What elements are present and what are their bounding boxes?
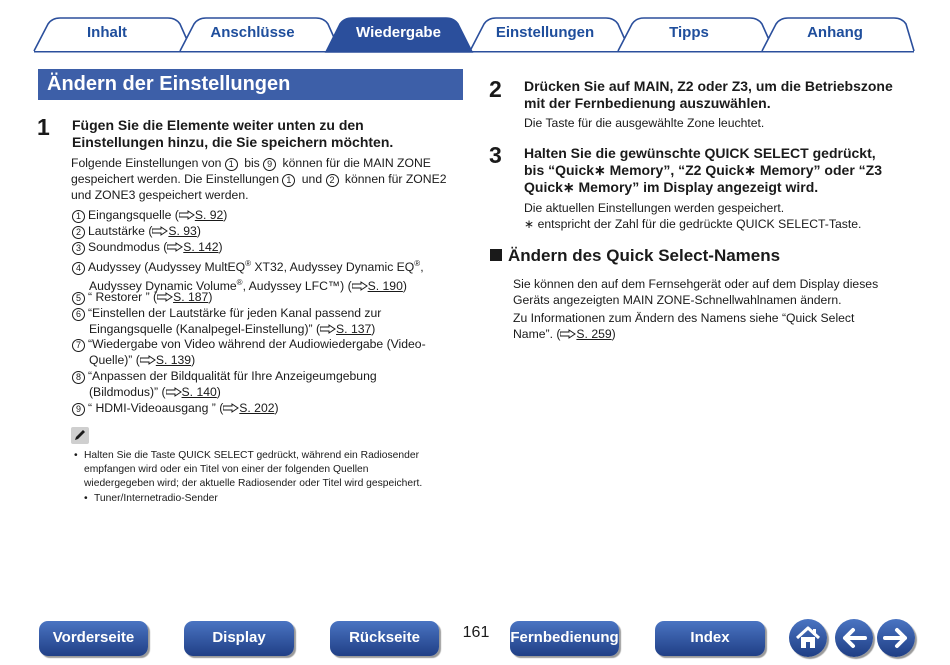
tab-wiedergabe[interactable]: Wiedergabe bbox=[356, 24, 441, 41]
top-tab-bar bbox=[0, 0, 950, 54]
list-item: 3 Soundmodus ( S. 142) bbox=[72, 239, 467, 255]
arrow-right-icon bbox=[877, 619, 915, 657]
list-item: 4 Audyssey (Audyssey MultEQ® XT32, Audyssey Dynamic EQ®, Audyssey Dynamic Volume®, Audyssey LFC™) ( S. 190) bbox=[72, 256, 467, 294]
step-1-title: Fügen Sie die Elemente weiter unten zu den Einstellungen hinzu, die Sie speichern möchten. bbox=[72, 117, 394, 150]
quick-select-description: Sie können den auf dem Fernsehgerät oder auf dem Display dieses Geräts angezeigten MAIN ZONE-Schnellwahlnamen ändern. bbox=[513, 277, 879, 307]
back-button[interactable] bbox=[835, 619, 873, 657]
section-heading: Ändern des Quick Select-Namens bbox=[490, 246, 780, 266]
page-link[interactable]: S. 259 bbox=[576, 327, 612, 341]
page-reference-icon bbox=[560, 329, 576, 339]
list-item: 9 “ HDMI-Videoausgang ” ( S. 202) bbox=[72, 400, 467, 416]
forward-button[interactable] bbox=[877, 619, 915, 657]
page-link[interactable]: S. 92 bbox=[194, 208, 224, 222]
index-button[interactable]: Index bbox=[655, 621, 765, 656]
step-2-number: 2 bbox=[489, 76, 502, 102]
page-link[interactable]: S. 139 bbox=[155, 353, 192, 367]
rueckseite-button[interactable]: Rückseite bbox=[330, 621, 439, 656]
home-icon bbox=[789, 619, 827, 657]
step-2-description: Die Taste für die ausgewählte Zone leuchtet. bbox=[524, 116, 765, 130]
step-3-description: Die aktuellen Einstellungen werden gespeichert. ∗ entspricht der Zahl für die gedrückte QUICK SELECT-Taste. bbox=[524, 201, 862, 231]
page-number: 161 bbox=[462, 624, 490, 641]
fernbedienung-button[interactable]: Fernbedienung bbox=[510, 621, 619, 656]
square-bullet-icon bbox=[490, 249, 502, 261]
tab-anhang[interactable]: Anhang bbox=[807, 24, 863, 41]
display-button[interactable]: Display bbox=[184, 621, 294, 656]
page-link[interactable]: S. 142 bbox=[183, 240, 219, 254]
step-3-title: Halten Sie die gewünschte QUICK SELECT gedrückt, bis “Quick∗ Memory”, “Z2 Quick∗ Memory” oder “Z3 Quick∗ Memory” im Display angezeigt wird. bbox=[524, 145, 882, 195]
page-title: Ändern der Einstellungen bbox=[38, 69, 463, 100]
list-item: 2 Lautstärke ( S. 93) bbox=[72, 223, 467, 239]
page-link[interactable]: S. 187 bbox=[173, 290, 209, 304]
list-item: 6 “Einstellen der Lautstärke für jeden Kanal passend zur Eingangsquelle (Kanalpegel-Einstellung)” ( S. 137) bbox=[72, 305, 467, 337]
step-1-description: Folgende Einstellungen von 1 bis 9 können für die MAIN ZONE gespeichert werden. Die Einstellungen 1 und 2 können für ZONE2 und ZONE3 gespeichert werden. bbox=[71, 156, 447, 202]
page-link[interactable]: S. 137 bbox=[336, 322, 372, 336]
list-item: 8 “Anpassen der Bildqualität für Ihre Anzeigeumgebung (Bildmodus)” ( S. 140) bbox=[72, 368, 467, 400]
page-reference-icon bbox=[167, 242, 183, 252]
page-reference-icon bbox=[166, 387, 182, 397]
page-reference-icon bbox=[320, 324, 336, 334]
list-item: 7 “Wiedergabe von Video während der Audiowiedergabe (Video- Quelle)” ( S. 139) bbox=[72, 336, 467, 368]
tab-anschluesse[interactable]: Anschlüsse bbox=[210, 24, 295, 41]
page-reference-icon bbox=[157, 292, 173, 302]
step-3-number: 3 bbox=[489, 142, 502, 168]
page-reference-icon bbox=[179, 210, 195, 220]
page-link[interactable]: S. 93 bbox=[168, 224, 197, 238]
note-text: Halten Sie die Taste QUICK SELECT gedrückt, während ein Radiosender empfangen wird oder ein Titel von einer der folgenden Quellen wiedergegeben wird; der aktuelle Radiosender oder Titel wird gespeichert. bbox=[84, 450, 423, 489]
page-link[interactable]: S. 140 bbox=[181, 385, 217, 399]
home-button[interactable] bbox=[789, 619, 827, 657]
pencil-icon bbox=[71, 427, 89, 444]
tab-einstellungen[interactable]: Einstellungen bbox=[495, 24, 595, 41]
arrow-left-icon bbox=[835, 619, 873, 657]
step-2-title: Drücken Sie auf MAIN, Z2 oder Z3, um die Betriebszone mit der Fernbedienung auszuwählen. bbox=[524, 78, 893, 111]
note-subitem: Tuner/Internetradio-Sender bbox=[94, 493, 218, 504]
pencil-note-icon bbox=[71, 427, 89, 444]
tab-tipps[interactable]: Tipps bbox=[669, 24, 709, 41]
vorderseite-button[interactable]: Vorderseite bbox=[39, 621, 148, 656]
quick-select-reference: Zu Informationen zum Ändern des Namens siehe “Quick Select Name”. ( S. 259) bbox=[513, 311, 855, 341]
page-reference-icon bbox=[152, 226, 168, 236]
page-reference-icon bbox=[140, 355, 156, 365]
list-item: 5 “ Restorer ” ( S. 187) bbox=[72, 289, 467, 305]
page-reference-icon bbox=[223, 403, 239, 413]
page-link[interactable]: S. 190 bbox=[367, 279, 403, 294]
page-link[interactable]: S. 202 bbox=[239, 401, 275, 415]
list-item: 1 Eingangsquelle ( S. 92) bbox=[72, 207, 467, 223]
step-1-number: 1 bbox=[37, 114, 50, 140]
tab-inhalt[interactable]: Inhalt bbox=[87, 24, 127, 41]
